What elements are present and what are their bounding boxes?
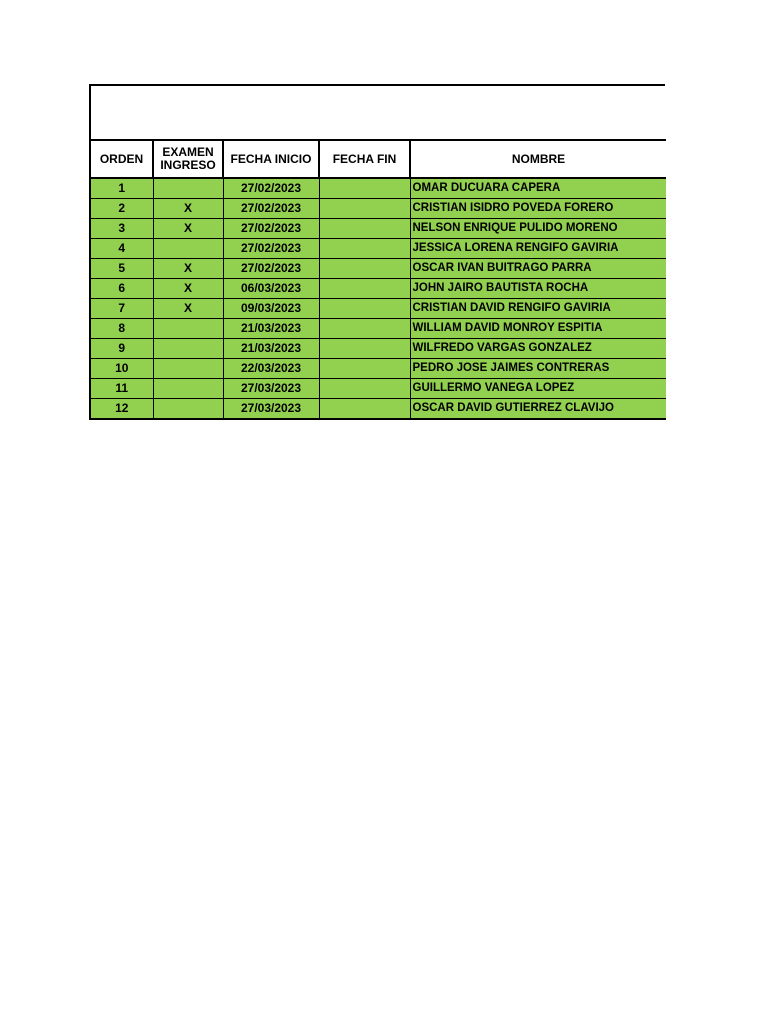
table-row — [90, 339, 666, 359]
cell-nombre: GUILLERMO VANEGA LOPEZ — [410, 379, 666, 399]
table-row — [90, 178, 666, 199]
header-fecha-inicio: FECHA INICIO — [223, 140, 319, 178]
cell-fecha-fin — [319, 199, 410, 219]
cell-fecha-fin — [319, 299, 410, 319]
cell-orden: 4 — [90, 239, 153, 259]
table-row — [90, 319, 666, 339]
cell-examen-ingreso: X — [153, 299, 223, 319]
cell-orden: 11 — [90, 379, 153, 399]
cell-fecha-fin — [319, 239, 410, 259]
table-row — [90, 279, 666, 299]
spreadsheet-area — [89, 84, 665, 420]
cell-nombre: NELSON ENRIQUE PULIDO MORENO — [410, 219, 666, 239]
table-header — [90, 140, 666, 178]
cell-examen-ingreso: X — [153, 279, 223, 299]
cell-examen-ingreso — [153, 339, 223, 359]
cell-nombre: OMAR DUCUARA CAPERA — [410, 178, 666, 199]
cell-orden: 5 — [90, 259, 153, 279]
cell-fecha-fin — [319, 359, 410, 379]
cell-orden: 10 — [90, 359, 153, 379]
cell-nombre: CRISTIAN DAVID RENGIFO GAVIRIA — [410, 299, 666, 319]
cell-examen-ingreso — [153, 178, 223, 199]
cell-fecha-inicio: 27/03/2023 — [223, 399, 319, 420]
table-body — [90, 178, 666, 419]
cell-orden: 6 — [90, 279, 153, 299]
table-row — [90, 199, 666, 219]
header-nombre: NOMBRE — [410, 140, 666, 178]
cell-nombre: WILLIAM DAVID MONROY ESPITIA — [410, 319, 666, 339]
cell-fecha-inicio: 27/02/2023 — [223, 178, 319, 199]
cell-fecha-inicio: 27/02/2023 — [223, 219, 319, 239]
cell-orden: 2 — [90, 199, 153, 219]
cell-fecha-inicio: 27/02/2023 — [223, 239, 319, 259]
cell-orden: 9 — [90, 339, 153, 359]
cell-fecha-fin — [319, 178, 410, 199]
header-orden: ORDEN — [90, 140, 153, 178]
cell-nombre: JESSICA LORENA RENGIFO GAVIRIA — [410, 239, 666, 259]
cell-fecha-fin — [319, 399, 410, 420]
cell-fecha-fin — [319, 379, 410, 399]
cell-nombre: OSCAR IVAN BUITRAGO PARRA — [410, 259, 666, 279]
cell-fecha-inicio: 09/03/2023 — [223, 299, 319, 319]
table-row — [90, 259, 666, 279]
cell-fecha-inicio: 27/02/2023 — [223, 199, 319, 219]
table-row — [90, 299, 666, 319]
cell-fecha-inicio: 27/03/2023 — [223, 379, 319, 399]
cell-examen-ingreso — [153, 379, 223, 399]
cell-nombre: OSCAR DAVID GUTIERREZ CLAVIJO — [410, 399, 666, 420]
cell-nombre: CRISTIAN ISIDRO POVEDA FORERO — [410, 199, 666, 219]
title-band — [89, 84, 665, 139]
table-row — [90, 219, 666, 239]
header-examen-line2: INGRESO — [160, 158, 216, 172]
cell-examen-ingreso — [153, 399, 223, 420]
header-fecha-fin: FECHA FIN — [319, 140, 410, 178]
cell-fecha-fin — [319, 279, 410, 299]
cell-nombre: PEDRO JOSE JAIMES CONTRERAS — [410, 359, 666, 379]
cell-examen-ingreso: X — [153, 219, 223, 239]
table-row — [90, 239, 666, 259]
roster-table — [89, 139, 666, 420]
cell-examen-ingreso — [153, 319, 223, 339]
cell-fecha-fin — [319, 339, 410, 359]
cell-fecha-fin — [319, 219, 410, 239]
cell-fecha-fin — [319, 319, 410, 339]
cell-examen-ingreso: X — [153, 199, 223, 219]
cell-examen-ingreso — [153, 239, 223, 259]
cell-fecha-inicio: 22/03/2023 — [223, 359, 319, 379]
cell-orden: 3 — [90, 219, 153, 239]
header-examen-line1: EXAMEN — [162, 145, 214, 159]
cell-fecha-inicio: 27/02/2023 — [223, 259, 319, 279]
cell-fecha-inicio: 06/03/2023 — [223, 279, 319, 299]
table-row — [90, 399, 666, 420]
table-row — [90, 379, 666, 399]
header-examen-ingreso — [153, 140, 223, 178]
table-row — [90, 359, 666, 379]
cell-nombre: WILFREDO VARGAS GONZALEZ — [410, 339, 666, 359]
cell-nombre: JOHN JAIRO BAUTISTA ROCHA — [410, 279, 666, 299]
cell-examen-ingreso — [153, 359, 223, 379]
cell-fecha-inicio: 21/03/2023 — [223, 339, 319, 359]
cell-orden: 12 — [90, 399, 153, 420]
cell-examen-ingreso: X — [153, 259, 223, 279]
cell-orden: 7 — [90, 299, 153, 319]
cell-fecha-inicio: 21/03/2023 — [223, 319, 319, 339]
header-row — [90, 140, 666, 178]
cell-orden: 1 — [90, 178, 153, 199]
cell-fecha-fin — [319, 259, 410, 279]
cell-orden: 8 — [90, 319, 153, 339]
